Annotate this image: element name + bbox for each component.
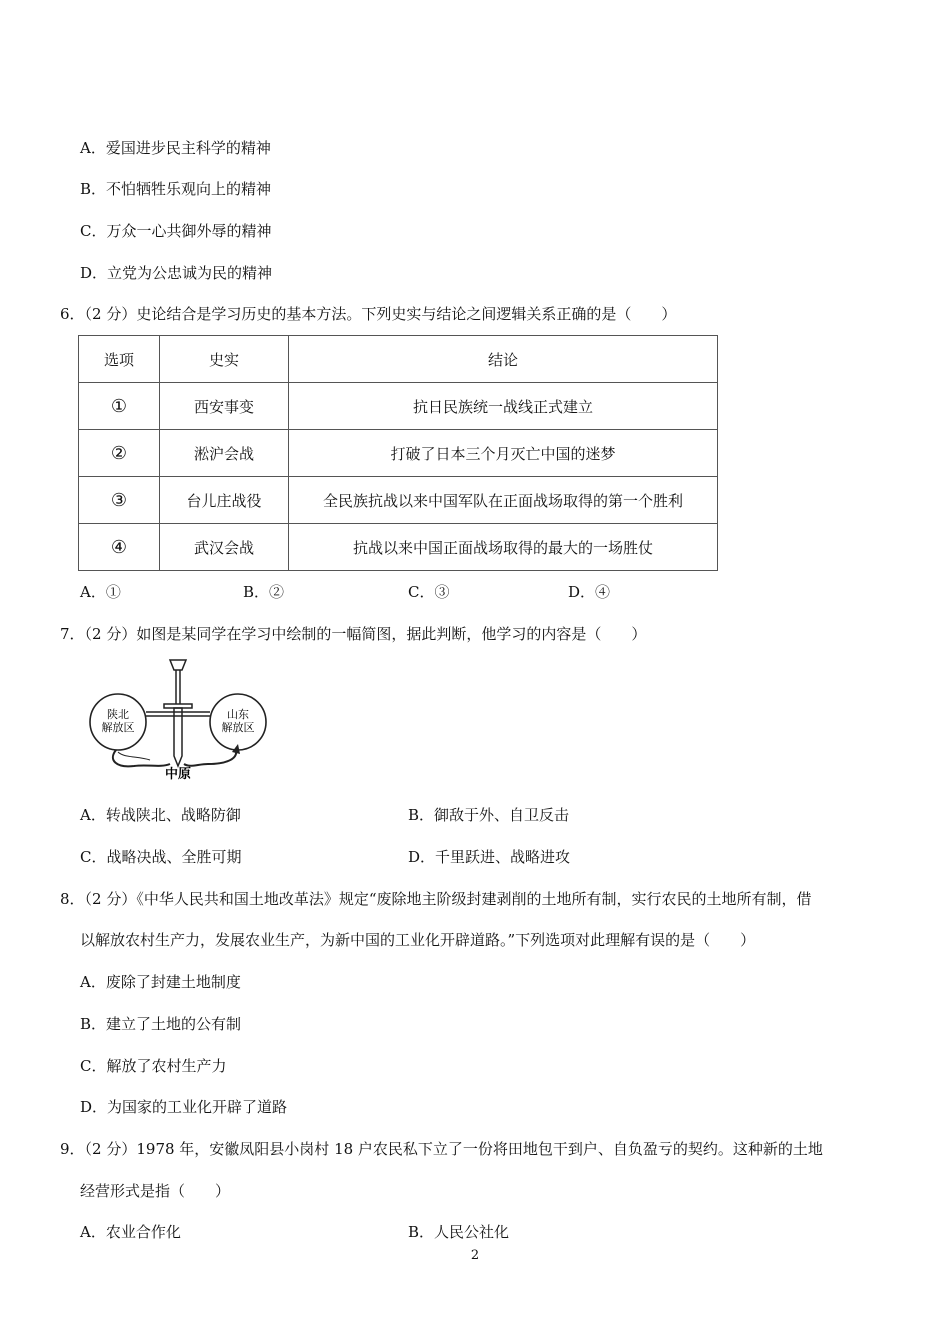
q9-stem-line-2: 经营形式是指（ ） — [80, 1182, 231, 1200]
q8-option-d: D．为国家的工业化开辟了道路 — [80, 1098, 288, 1116]
table-cell: ④ — [79, 524, 160, 571]
page-number: 2 — [470, 1248, 480, 1263]
left-region-label-1: 陕北 — [107, 709, 129, 721]
q6-option-d: D．④ — [568, 583, 611, 601]
q7-option-a: A．转战陕北、战略防御 — [80, 806, 241, 824]
q6-option-b: B．② — [243, 583, 285, 601]
q7-option-b: B．御敌于外、自卫反击 — [408, 806, 570, 824]
table-cell: 打破了日本三个月灭亡中国的迷梦 — [289, 430, 718, 477]
q7-option-c: C．战略决战、全胜可期 — [80, 848, 242, 866]
q7-stem: 7．（2 分）如图是某同学在学习中绘制的一幅简图，据此判断，他学习的内容是（ ） — [60, 625, 647, 643]
table-row — [79, 430, 718, 477]
table-row — [79, 524, 718, 571]
q7-figure — [88, 656, 268, 782]
bottom-region-label: 中原 — [164, 766, 192, 781]
q9-option-b: B．人民公社化 — [408, 1223, 510, 1241]
q8-stem-line-1: 8．（2 分）《中华人民共和国土地改革法》规定“废除地主阶级封建剥削的土地所有制，实行农民的土地所有制，借 — [60, 890, 812, 908]
left-region-label-2: 解放区 — [101, 722, 135, 734]
q8-stem-line-2: 以解放农村生产力，发展农业生产，为新中国的工业化开辟道路。”下列选项对此理解有误的是（ ） — [80, 931, 756, 949]
table-header-cell: 选项 — [79, 336, 160, 383]
q8-option-a: A．废除了封建土地制度 — [80, 973, 241, 991]
table-cell: ② — [79, 430, 160, 477]
table-header-row — [79, 336, 718, 383]
q6-option-a: A．① — [80, 583, 121, 601]
table-cell: ① — [79, 383, 160, 430]
q6-stem: 6．（2 分）史论结合是学习历史的基本方法。下列史实与结论之间逻辑关系正确的是（ ） — [60, 305, 677, 323]
table-cell: 淞沪会战 — [160, 430, 289, 477]
q8-option-b: B．建立了土地的公有制 — [80, 1015, 242, 1033]
right-region-label-1: 山东 — [227, 709, 249, 721]
q7-option-d: D．千里跃进、战略进攻 — [408, 848, 571, 866]
table-cell: 抗战以来中国正面战场取得的最大的一场胜仗 — [289, 524, 718, 571]
q5-option-d: D．立党为公忠诚为民的精神 — [80, 264, 273, 282]
q9-option-a: A．农业合作化 — [80, 1223, 181, 1241]
q5-option-a: A．爱国进步民主科学的精神 — [80, 139, 271, 157]
q5-option-c: C．万众一心共御外辱的精神 — [80, 222, 272, 240]
q6-table — [78, 335, 718, 571]
table-cell: ③ — [79, 477, 160, 524]
right-region-label-2: 解放区 — [221, 722, 255, 734]
table-row — [79, 477, 718, 524]
q8-option-c: C．解放了农村生产力 — [80, 1057, 227, 1075]
table-cell: 台儿庄战役 — [160, 477, 289, 524]
q9-stem-line-1: 9．（2 分）1978 年，安徽凤阳县小岗村 18 户农民私下立了一份将田地包干到户、自负盈亏的契约。这种新的土地 — [60, 1140, 823, 1158]
table-cell: 武汉会战 — [160, 524, 289, 571]
table-cell: 抗日民族统一战线正式建立 — [289, 383, 718, 430]
left-arrow-path — [118, 752, 150, 760]
table-row — [79, 383, 718, 430]
sword-pommel-icon — [170, 660, 186, 670]
q6-option-c: C．③ — [408, 583, 450, 601]
table-header-cell: 史实 — [160, 336, 289, 383]
q5-option-b: B．不怕牺牲乐观向上的精神 — [80, 180, 272, 198]
table-cell: 西安事变 — [160, 383, 289, 430]
table-cell: 全民族抗战以来中国军队在正面战场取得的第一个胜利 — [289, 477, 718, 524]
table-header-cell: 结论 — [289, 336, 718, 383]
right-arrow-path — [184, 750, 236, 766]
